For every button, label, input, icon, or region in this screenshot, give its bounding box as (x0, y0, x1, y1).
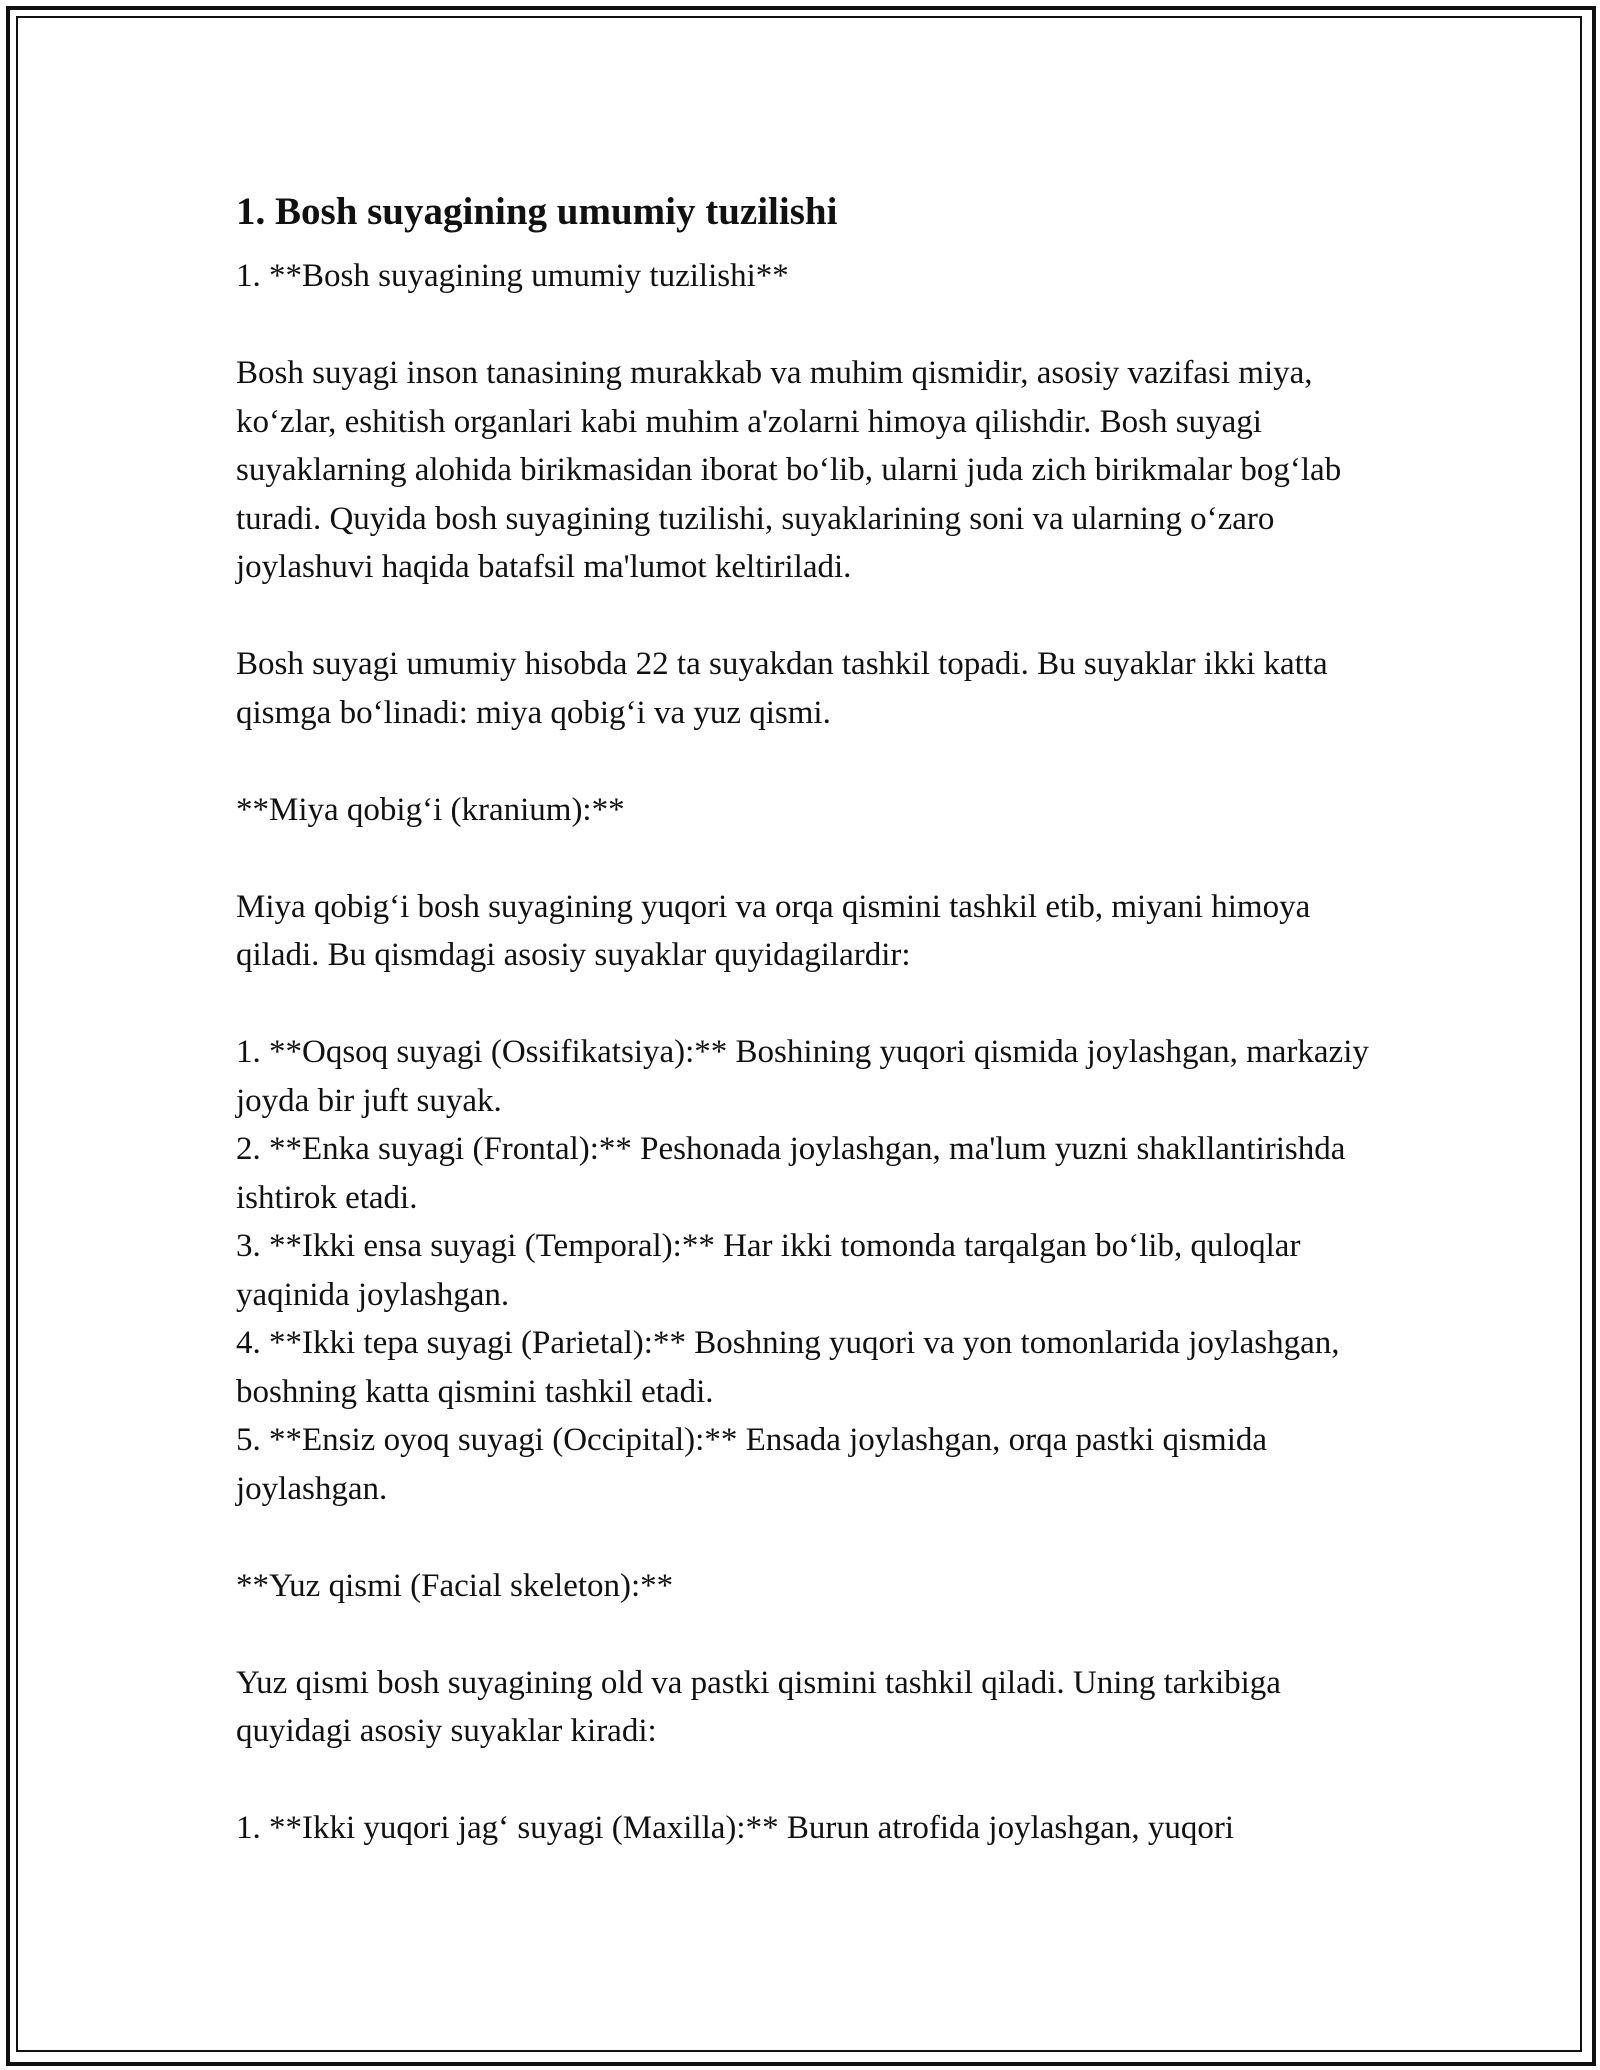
bone-count-paragraph: Bosh suyagi umumiy hisobda 22 ta suyakdan tashkil topadi. Bu suyaklar ikki katta qismga bo‘linadi: miya qobig‘i va yuz qismi. (236, 646, 1328, 731)
facial-title: **Yuz qismi (Facial skeleton):** (236, 1567, 674, 1604)
section-heading: 1. Bosh suyagining umumiy tuzilishi (236, 190, 838, 233)
list-item: 5. **Ensiz oyoq suyagi (Occipital):** Ensada joylashgan, orqa pastki qismida joylashgan. (236, 1422, 1268, 1507)
cranium-bone-list (236, 1028, 1376, 1513)
list-item: 4. **Ikki tepa suyagi (Parietal):** Boshning yuqori va yon tomonlarida joylashgan, boshning katta qismini tashkil etadi. (236, 1325, 1340, 1410)
list-item: 1. **Oqsoq suyagi (Ossifikatsiya):** Boshining yuqori qismida joylashgan, markaziy joyda bir juft suyak. (236, 1034, 1369, 1119)
facial-paragraph: Yuz qismi bosh suyagining old va pastki qismini tashkil qiladi. Uning tarkibiga quyidagi asosiy suyaklar kiradi: (236, 1664, 1281, 1749)
cranium-paragraph: Miya qobig‘i bosh suyagining yuqori va orqa qismini tashkil etib, miyani himoya qiladi. Bu qismdagi asosiy suyaklar quyidagilardir: (236, 888, 1311, 973)
list-item: 3. **Ikki ensa suyagi (Temporal):** Har ikki tomonda tarqalgan bo‘lib, quloqlar yaqinida joylashgan. (236, 1228, 1301, 1313)
list-item: 1. **Ikki yuqori jag‘ suyagi (Maxilla):** Burun atrofida joylashgan, yuqori (236, 1810, 1235, 1846)
intro-paragraph: Bosh suyagi inson tanasining murakkab va muhim qismidir, asosiy vazifasi miya, ko‘zlar, eshitish organlari kabi muhim a'zolarni himoya qilishdir. Bosh suyagi suyaklarning alohida birikmasidan iborat bo‘lib, ularni juda zich birikmalar bog‘lab turadi. Quyida bosh suyagining tuzilishi, suyaklarining soni va ularning o‘zaro joylashuvi haqida batafsil ma'lumot keltiriladi. (236, 355, 1342, 585)
document-body (236, 186, 1376, 1901)
list-item: 2. **Enka suyagi (Frontal):** Peshonada joylashgan, ma'lum yuzni shakllantirishda ishtirok etadi. (236, 1131, 1346, 1216)
facial-bone-list (236, 1804, 1376, 1853)
subheading-line: 1. **Bosh suyagining umumiy tuzilishi** (236, 258, 789, 294)
cranium-title: **Miya qobig‘i (kranium):** (236, 791, 625, 828)
